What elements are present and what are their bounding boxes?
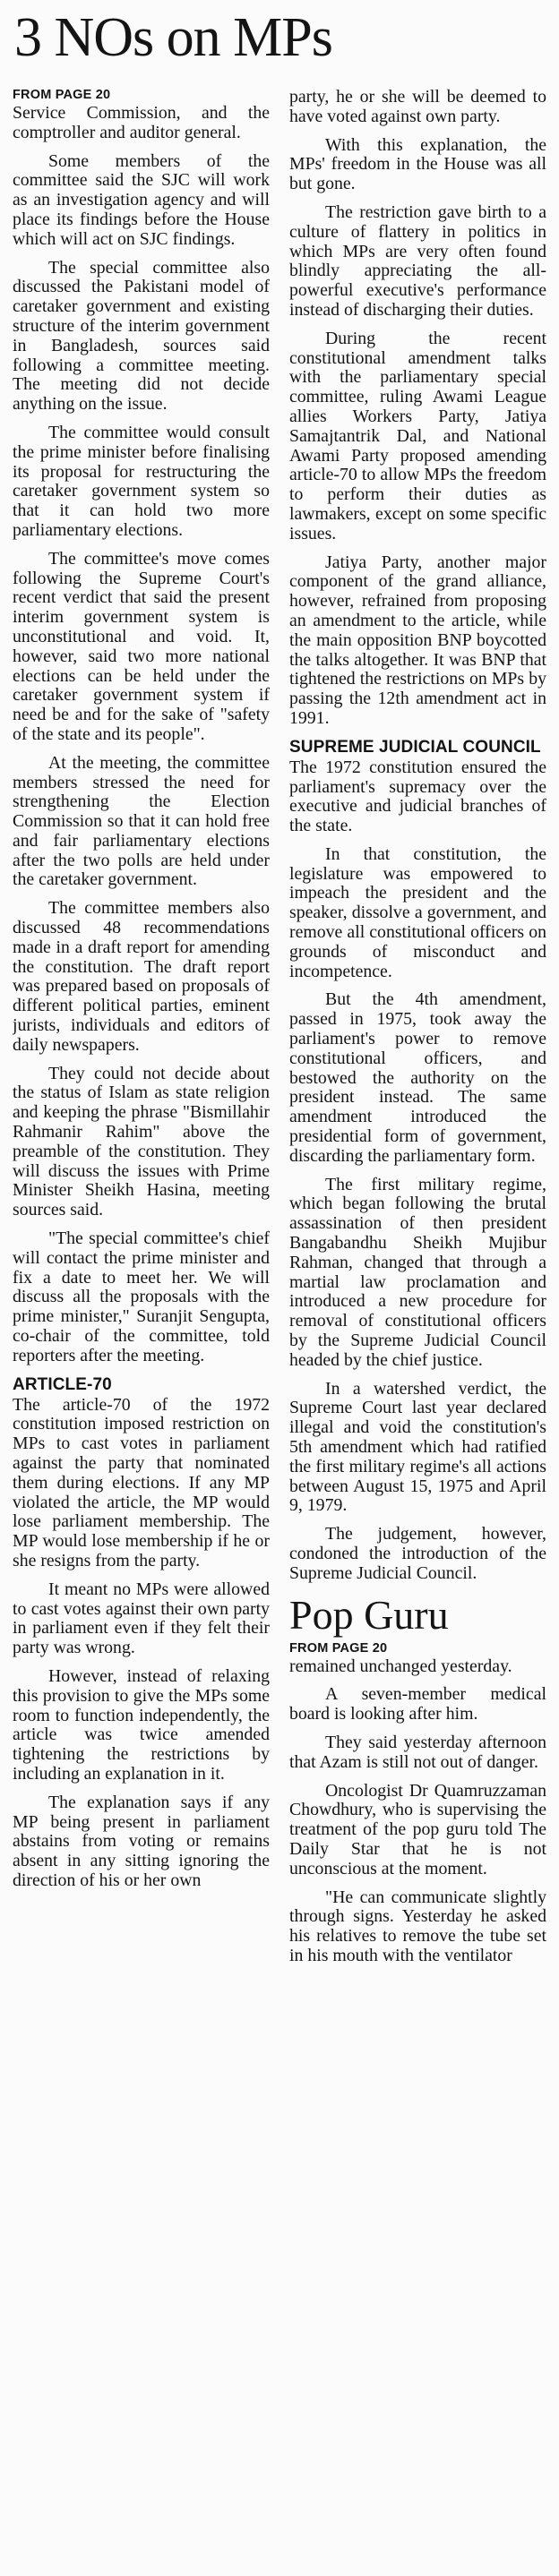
pop-guru-headline: Pop Guru — [289, 1591, 449, 1638]
paragraph: The committee's move comes following the Supreme Court's recent verdict that said the present interim government system is unconstitutional and void. It, however, said two more national elections can be held under the caretaker government system if need be and for the sake of "safety of the state and its people". — [13, 548, 270, 744]
paragraph: At the meeting, the committee members stressed the need for strengthening the Election Commission so that it can hold free and fair parliamentary elections after the two polls are held under the caretaker government. — [13, 752, 270, 890]
paragraph: Oncologist Dr Quamruzzaman Chowdhury, who is supervising the treatment of the pop guru told The Daily Star that he is not unconscious at the moment. — [289, 1780, 546, 1879]
paragraph: The first military regime, which began following the brutal assassination of then president Bangabandhu Sheikh Mujibur Rahman, changed that through a martial law proclamation and introduced a new procedure for removal of constitutional officers by the Supreme Judicial Council headed by the chief justice. — [289, 1174, 546, 1370]
article-columns — [13, 88, 546, 2568]
paragraph: Service Commission, and the comptroller and auditor general. — [13, 103, 270, 142]
paragraph: A seven-member medical board is looking after him. — [289, 1684, 546, 1724]
paragraph: The committee would consult the prime minister before finalising its proposal for restructuring the caretaker government system so that it can hold two more parliamentary elections. — [13, 422, 270, 540]
paragraph: But the 4th amendment, passed in 1975, took away the parliament's power to remove constitutional officers, and bestowed the authority on the president instead. The same amendment introduced the presidential form of government, discarding the parliamentary form. — [289, 989, 546, 1166]
paragraph: The special committee also discussed the Pakistani model of caretaker government and existing structure of the interim government in Bangladesh, sources said following a committee meeting. The meeting did not decide anything on the issue. — [13, 257, 270, 415]
paragraph: Some members of the committee said the SJC will work as an investigation agency and will place its findings before the House which will act on SJC findings. — [13, 150, 270, 249]
paragraph: They said yesterday afternoon that Azam is still not out of danger. — [289, 1732, 546, 1772]
paragraph: remained unchanged yesterday. — [289, 1656, 512, 1676]
paragraph: In a watershed verdict, the Supreme Court last year declared illegal and void the constitution's 5th amendment which had ratified the first military regime's all actions between August 15, 1975 and April 9, 1979. — [289, 1378, 546, 1516]
paragraph: "He can communicate slightly through signs. Yesterday he asked his relatives to remove the tube set in his mouth with the ventilator — [289, 1887, 546, 1965]
paragraph: "The special committee's chief will contact the prime minister and fix a date to meet her. We will discuss all the proposals with the prime minister," Suranjit Sengupta, co-chair of the committee, told reporters after the meeting. — [13, 1228, 270, 1365]
headline: 3 NOs on MPs — [14, 7, 332, 68]
paragraph: With this explanation, the MPs' freedom in the House was all but gone. — [289, 134, 546, 194]
continued-from-label: FROM PAGE 20 — [289, 1640, 388, 1656]
paragraph: However, instead of relaxing this provision to give the MPs some room to function independently, the article was twice amended tightening the restrictions by including an explanation in it. — [13, 1665, 270, 1784]
column-right — [289, 88, 546, 2568]
paragraph: The explanation says if any MP being present in parliament abstains from voting or remains absent in any sitting ignoring the direction of his or her own — [13, 1792, 270, 1890]
subhead-article-70: ARTICLE-70 — [13, 1374, 112, 1394]
paragraph: The judgement, however, condoned the introduction of the Supreme Judicial Council. — [289, 1524, 546, 1583]
paragraph: They could not decide about the status of Islam as state religion and keeping the phrase "Bismillahir Rahmanir Rahim" above the preamble of the constitution. They will discuss the issues with Prime Minister Sheikh Hasina, meeting sources said. — [13, 1063, 270, 1220]
paragraph: In that constitution, the legislature was empowered to impeach the president and the speaker, dissolve a government, and remove all constitutional officers on grounds of misconduct and incompetence. — [289, 843, 546, 981]
paragraph: During the recent constitutional amendment talks with the parliamentary special committee, ruling Awami League allies Workers Party, Jatiya Samajtantrik Dal, and National Awami Party proposed amending article-70 to allow MPs the freedom to perform their duties as lawmakers, except on some specific issues. — [289, 328, 546, 543]
paragraph: It meant no MPs were allowed to cast votes against their own party in parliament even if they felt their party was wrong. — [13, 1579, 270, 1658]
paragraph: Jatiya Party, another major component of the grand alliance, however, refrained from proposing an amendment to the article, while the main opposition BNP boycotted the talks altogether. It was BNP that tightened the restrictions on MPs by passing the 12th amendment act in 1991. — [289, 552, 546, 728]
continued-from-label: FROM PAGE 20 — [13, 88, 111, 102]
paragraph: The article-70 of the 1972 constitution imposed restriction on MPs to cast votes in parliament against the party that nominated them during elections. If any MP violated the article, the MP would lose parliament membership. The MP would lose membership if he or she resigns from the party. — [13, 1394, 270, 1570]
subhead-supreme-judicial-council: SUPREME JUDICIAL COUNCIL — [289, 737, 541, 757]
column-left — [13, 88, 270, 2568]
paragraph: The committee members also discussed 48 recommendations made in a draft report for amending the constitution. The draft report was prepared based on proposals of different political parties, eminent jurists, individuals and editors of daily newspapers. — [13, 898, 270, 1055]
paragraph: The 1972 constitution ensured the parliament's supremacy over the executive and judicial branches of the state. — [289, 757, 546, 836]
paragraph: The restriction gave birth to a culture of flattery in politics in which MPs are very often found blindly appreciating the all-powerful executive's performance instead of discharging their duties. — [289, 201, 546, 320]
paragraph: party, he or she will be deemed to have voted against own party. — [289, 88, 546, 126]
